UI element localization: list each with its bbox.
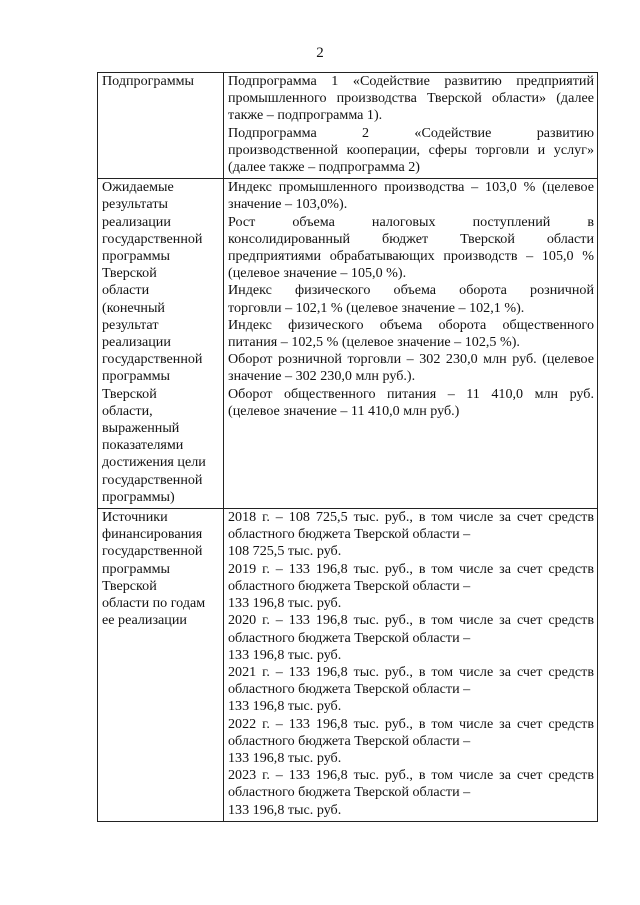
- content-line: 2020 г. – 133 196,8 тыс. руб., в том числе за счет средств: [228, 612, 594, 629]
- row-content-expected-results: [224, 179, 598, 509]
- label-line: программы: [102, 560, 171, 577]
- label-line: государственной: [102, 351, 203, 368]
- label-line: выраженный: [102, 420, 180, 437]
- label-line: реализации: [102, 334, 171, 351]
- content-line: 2023 г. – 133 196,8 тыс. руб., в том числе за счет средств: [228, 767, 594, 784]
- content-line: торговли – 102,1 % (целевое значение – 102,1 %).: [228, 299, 525, 316]
- content-line: 133 196,8 тыс. руб.: [228, 698, 342, 715]
- content-line: областного бюджета Тверской области –: [228, 784, 471, 801]
- content-line: Подпрограмма 2 «Содействие развитию: [228, 124, 594, 141]
- content-line: областного бюджета Тверской области –: [228, 681, 471, 698]
- label-line: Тверской: [102, 577, 157, 594]
- label-line: (конечный: [102, 299, 165, 316]
- content-line: промышленного производства Тверской области» (далее: [228, 90, 594, 107]
- content-line: 2018 г. – 108 725,5 тыс. руб., в том числе за счет средств: [228, 509, 594, 526]
- label-line: Источники: [102, 509, 168, 526]
- label-line: ее реализации: [102, 612, 187, 629]
- label-line: программы: [102, 368, 171, 385]
- label-line: области: [102, 282, 150, 299]
- content-line: (целевое значение – 105,0 %).: [228, 265, 407, 282]
- row-label-subprograms: [98, 73, 224, 179]
- content-line: питания – 102,5 % (целевое значение – 102,5 %).: [228, 334, 520, 351]
- content-line: Оборот розничной торговли – 302 230,0 млн руб. (целевое: [228, 351, 594, 368]
- content-line: 2021 г. – 133 196,8 тыс. руб., в том числе за счет средств: [228, 663, 594, 680]
- program-passport-table: [97, 72, 598, 822]
- content-line: Подпрограмма 1 «Содействие развитию предприятий: [228, 73, 594, 89]
- label-line: области,: [102, 402, 153, 419]
- row-content-funding-sources: [224, 509, 598, 822]
- label-line: результат: [102, 316, 159, 333]
- content-line: областного бюджета Тверской области –: [228, 577, 471, 594]
- content-line: Рост объема налоговых поступлений в: [228, 213, 594, 230]
- content-line: консолидированный бюджет Тверской области: [228, 230, 594, 247]
- row-label-funding-sources: [98, 509, 224, 822]
- content-line: предприятиями обрабатывающих производств – 105,0 %: [228, 248, 594, 265]
- table-row: [98, 509, 598, 822]
- label-line: Тверской: [102, 385, 157, 402]
- content-line: значение – 302 230,0 млн руб.).: [228, 368, 416, 385]
- content-line: значение – 103,0%).: [228, 196, 348, 213]
- label-line: государственной: [102, 543, 203, 560]
- table-row: [98, 179, 598, 509]
- label-line: результаты: [102, 196, 168, 213]
- content-line: также – подпрограмма 1).: [228, 107, 383, 124]
- label-line: показателями: [102, 437, 184, 454]
- content-line: 2022 г. – 133 196,8 тыс. руб., в том числе за счет средств: [228, 715, 594, 732]
- content-line: областного бюджета Тверской области –: [228, 732, 471, 749]
- content-line: Оборот общественного питания – 11 410,0 млн руб.: [228, 385, 594, 402]
- label-line: области по годам: [102, 595, 206, 612]
- content-line: Индекс физического объема оборота розничной: [228, 282, 594, 299]
- content-line: 133 196,8 тыс. руб.: [228, 801, 342, 818]
- label-line: реализации: [102, 213, 171, 230]
- content-line: 108 725,5 тыс. руб.: [228, 543, 342, 560]
- page-number: 2: [316, 45, 324, 61]
- row-content-subprograms: [224, 73, 598, 179]
- content-line: 133 196,8 тыс. руб.: [228, 646, 342, 663]
- content-line: (далее также – подпрограмма 2): [228, 159, 420, 176]
- content-line: Индекс физического объема оборота общественного: [228, 316, 594, 333]
- table-row: [98, 73, 598, 179]
- content-line: областного бюджета Тверской области –: [228, 629, 471, 646]
- label-line: программы: [102, 248, 171, 265]
- content-line: производственной кооперации, сферы торговли и услуг»: [228, 141, 594, 158]
- label-line: Тверской: [102, 265, 157, 282]
- label-line: программы): [102, 488, 175, 505]
- content-line: областного бюджета Тверской области –: [228, 526, 471, 543]
- label-line: достижения цели: [102, 454, 206, 471]
- content-line: 133 196,8 тыс. руб.: [228, 749, 342, 766]
- row-label-expected-results: [98, 179, 224, 509]
- content-line: Индекс промышленного производства – 103,0 % (целевое: [228, 179, 594, 196]
- label-line: Подпрограммы: [102, 73, 195, 89]
- content-line: (целевое значение – 11 410,0 млн руб.): [228, 402, 460, 419]
- label-line: Ожидаемые: [102, 179, 174, 196]
- label-line: государственной: [102, 230, 203, 247]
- content-line: 133 196,8 тыс. руб.: [228, 595, 342, 612]
- label-line: финансирования: [102, 526, 203, 543]
- label-line: государственной: [102, 471, 203, 488]
- content-line: 2019 г. – 133 196,8 тыс. руб., в том числе за счет средств: [228, 560, 594, 577]
